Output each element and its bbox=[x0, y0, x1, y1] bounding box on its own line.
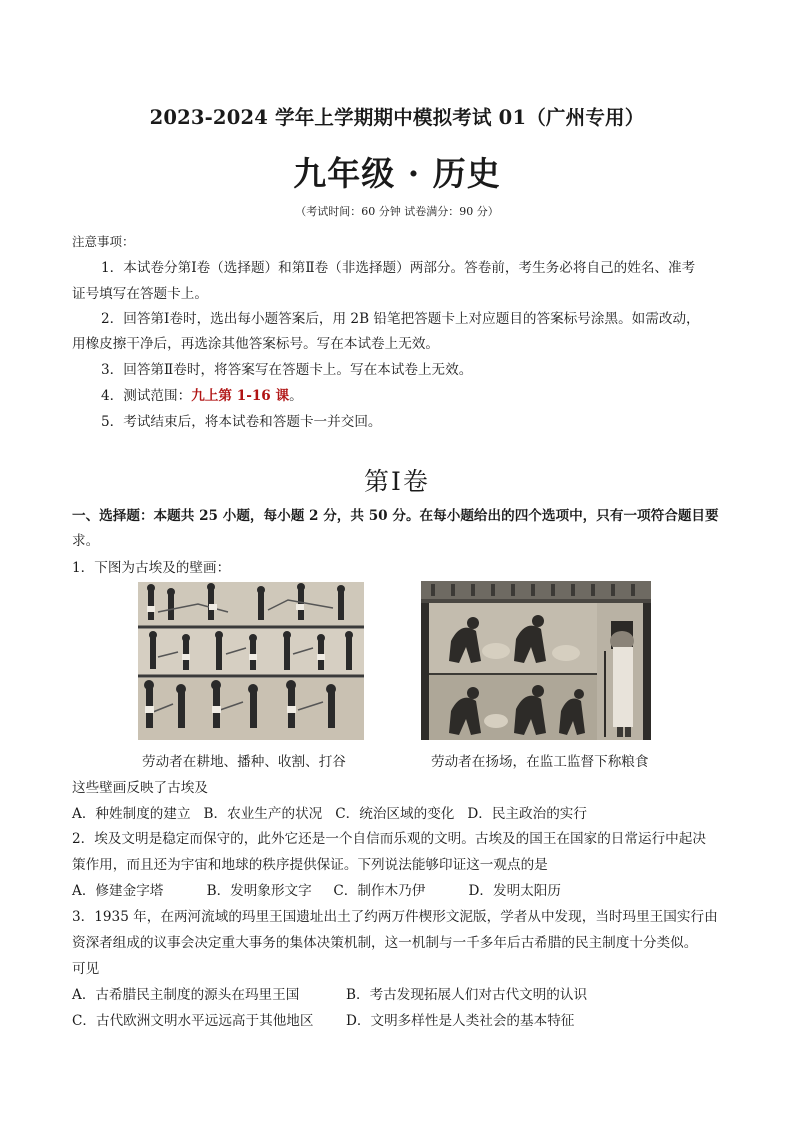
q3-option-c: C．古代欧洲文明水平远远高于其他地区 bbox=[72, 1013, 314, 1029]
note-1-line2: 证号填写在答题卡上。 bbox=[72, 286, 208, 302]
mural-winnowing-image bbox=[421, 581, 651, 740]
q3-line2: 资深者组成的议事会决定重大事务的集体决策机制，这一机制与一千多年后古希腊的民主制度十分类似。 bbox=[72, 935, 698, 951]
q1-caption-right: 劳动者在扬场，在监工监督下称粮食 bbox=[431, 754, 649, 770]
q1-options: A．种姓制度的建立 B．农业生产的状况 C．统治区域的变化 D．民主政治的实行 bbox=[72, 806, 587, 822]
q3-line1: 3．1935 年，在两河流域的玛里王国遗址出土了约两万件楔形文泥版，学者从中发现，当时玛里王国实行由 bbox=[72, 909, 718, 925]
mural-farming-image bbox=[138, 582, 364, 740]
notes-heading: 注意事项： bbox=[72, 234, 135, 249]
section-intro-line1: 一、选择题：本题共 25 小题，每小题 2 分，共 50 分。在每小题给出的四个选项中，只有一项符合题目要 bbox=[72, 508, 719, 524]
q2-line1: 2．埃及文明是稳定而保守的，此外它还是一个自信而乐观的文明。古埃及的国王在国家的日常运行中起决 bbox=[72, 831, 706, 847]
q1-caption-left: 劳动者在耕地、播种、收割、打谷 bbox=[142, 754, 346, 770]
exam-title: 2023-2024 学年上学期期中模拟考试 01（广州专用） bbox=[149, 106, 645, 129]
q1-lead: 这些壁画反映了古埃及 bbox=[72, 780, 208, 796]
note-4-prefix: 4．测试范围： bbox=[101, 388, 192, 404]
note-3: 3．回答第Ⅱ卷时，将答案写在答题卡上。写在本试卷上无效。 bbox=[101, 362, 473, 378]
note-5: 5．考试结束后，将本试卷和答题卡一并交回。 bbox=[101, 414, 382, 430]
note-1-line1: 1．本试卷分第Ⅰ卷（选择题）和第Ⅱ卷（非选择题）两部分。答卷前，考生务必将自己的姓名、准考 bbox=[101, 260, 696, 276]
note-4 bbox=[101, 384, 303, 404]
q3-option-d: D．文明多样性是人类社会的基本特征 bbox=[346, 1013, 575, 1029]
q3-option-b: B．考古发现拓展人们对古代文明的认识 bbox=[346, 987, 588, 1003]
section-intro-line2: 求。 bbox=[72, 533, 100, 549]
q2-options: A．修建金字塔 B．发明象形文字 C．制作木乃伊 D．发明太阳历 bbox=[72, 883, 561, 899]
subject-title: 九年级 · 历史 bbox=[293, 154, 501, 193]
note-2-line2: 用橡皮擦干净后，再选涂其他答案标号。写在本试卷上无效。 bbox=[72, 336, 440, 352]
note-2-line1: 2．回答第Ⅰ卷时，选出每小题答案后，用 2B 铅笔把答题卡上对应题目的答案标号涂黑。如需改动， bbox=[101, 311, 700, 327]
q2-line2: 策作用，而且还为宇宙和地球的秩序提供保证。下列说法能够印证这一观点的是 bbox=[72, 857, 548, 873]
q3-line3: 可见 bbox=[72, 961, 100, 977]
note-4-range: 九上第 1-16 课 bbox=[191, 388, 290, 404]
note-4-suffix: 。 bbox=[289, 388, 303, 404]
q1-stem: 1．下图为古埃及的壁画： bbox=[72, 560, 231, 576]
volume-title: 第Ⅰ卷 bbox=[364, 467, 430, 496]
q3-option-a: A．古希腊民主制度的源头在玛里王国 bbox=[72, 987, 300, 1003]
exam-info: （考试时间：60 分钟 试卷满分：90 分） bbox=[295, 205, 499, 218]
